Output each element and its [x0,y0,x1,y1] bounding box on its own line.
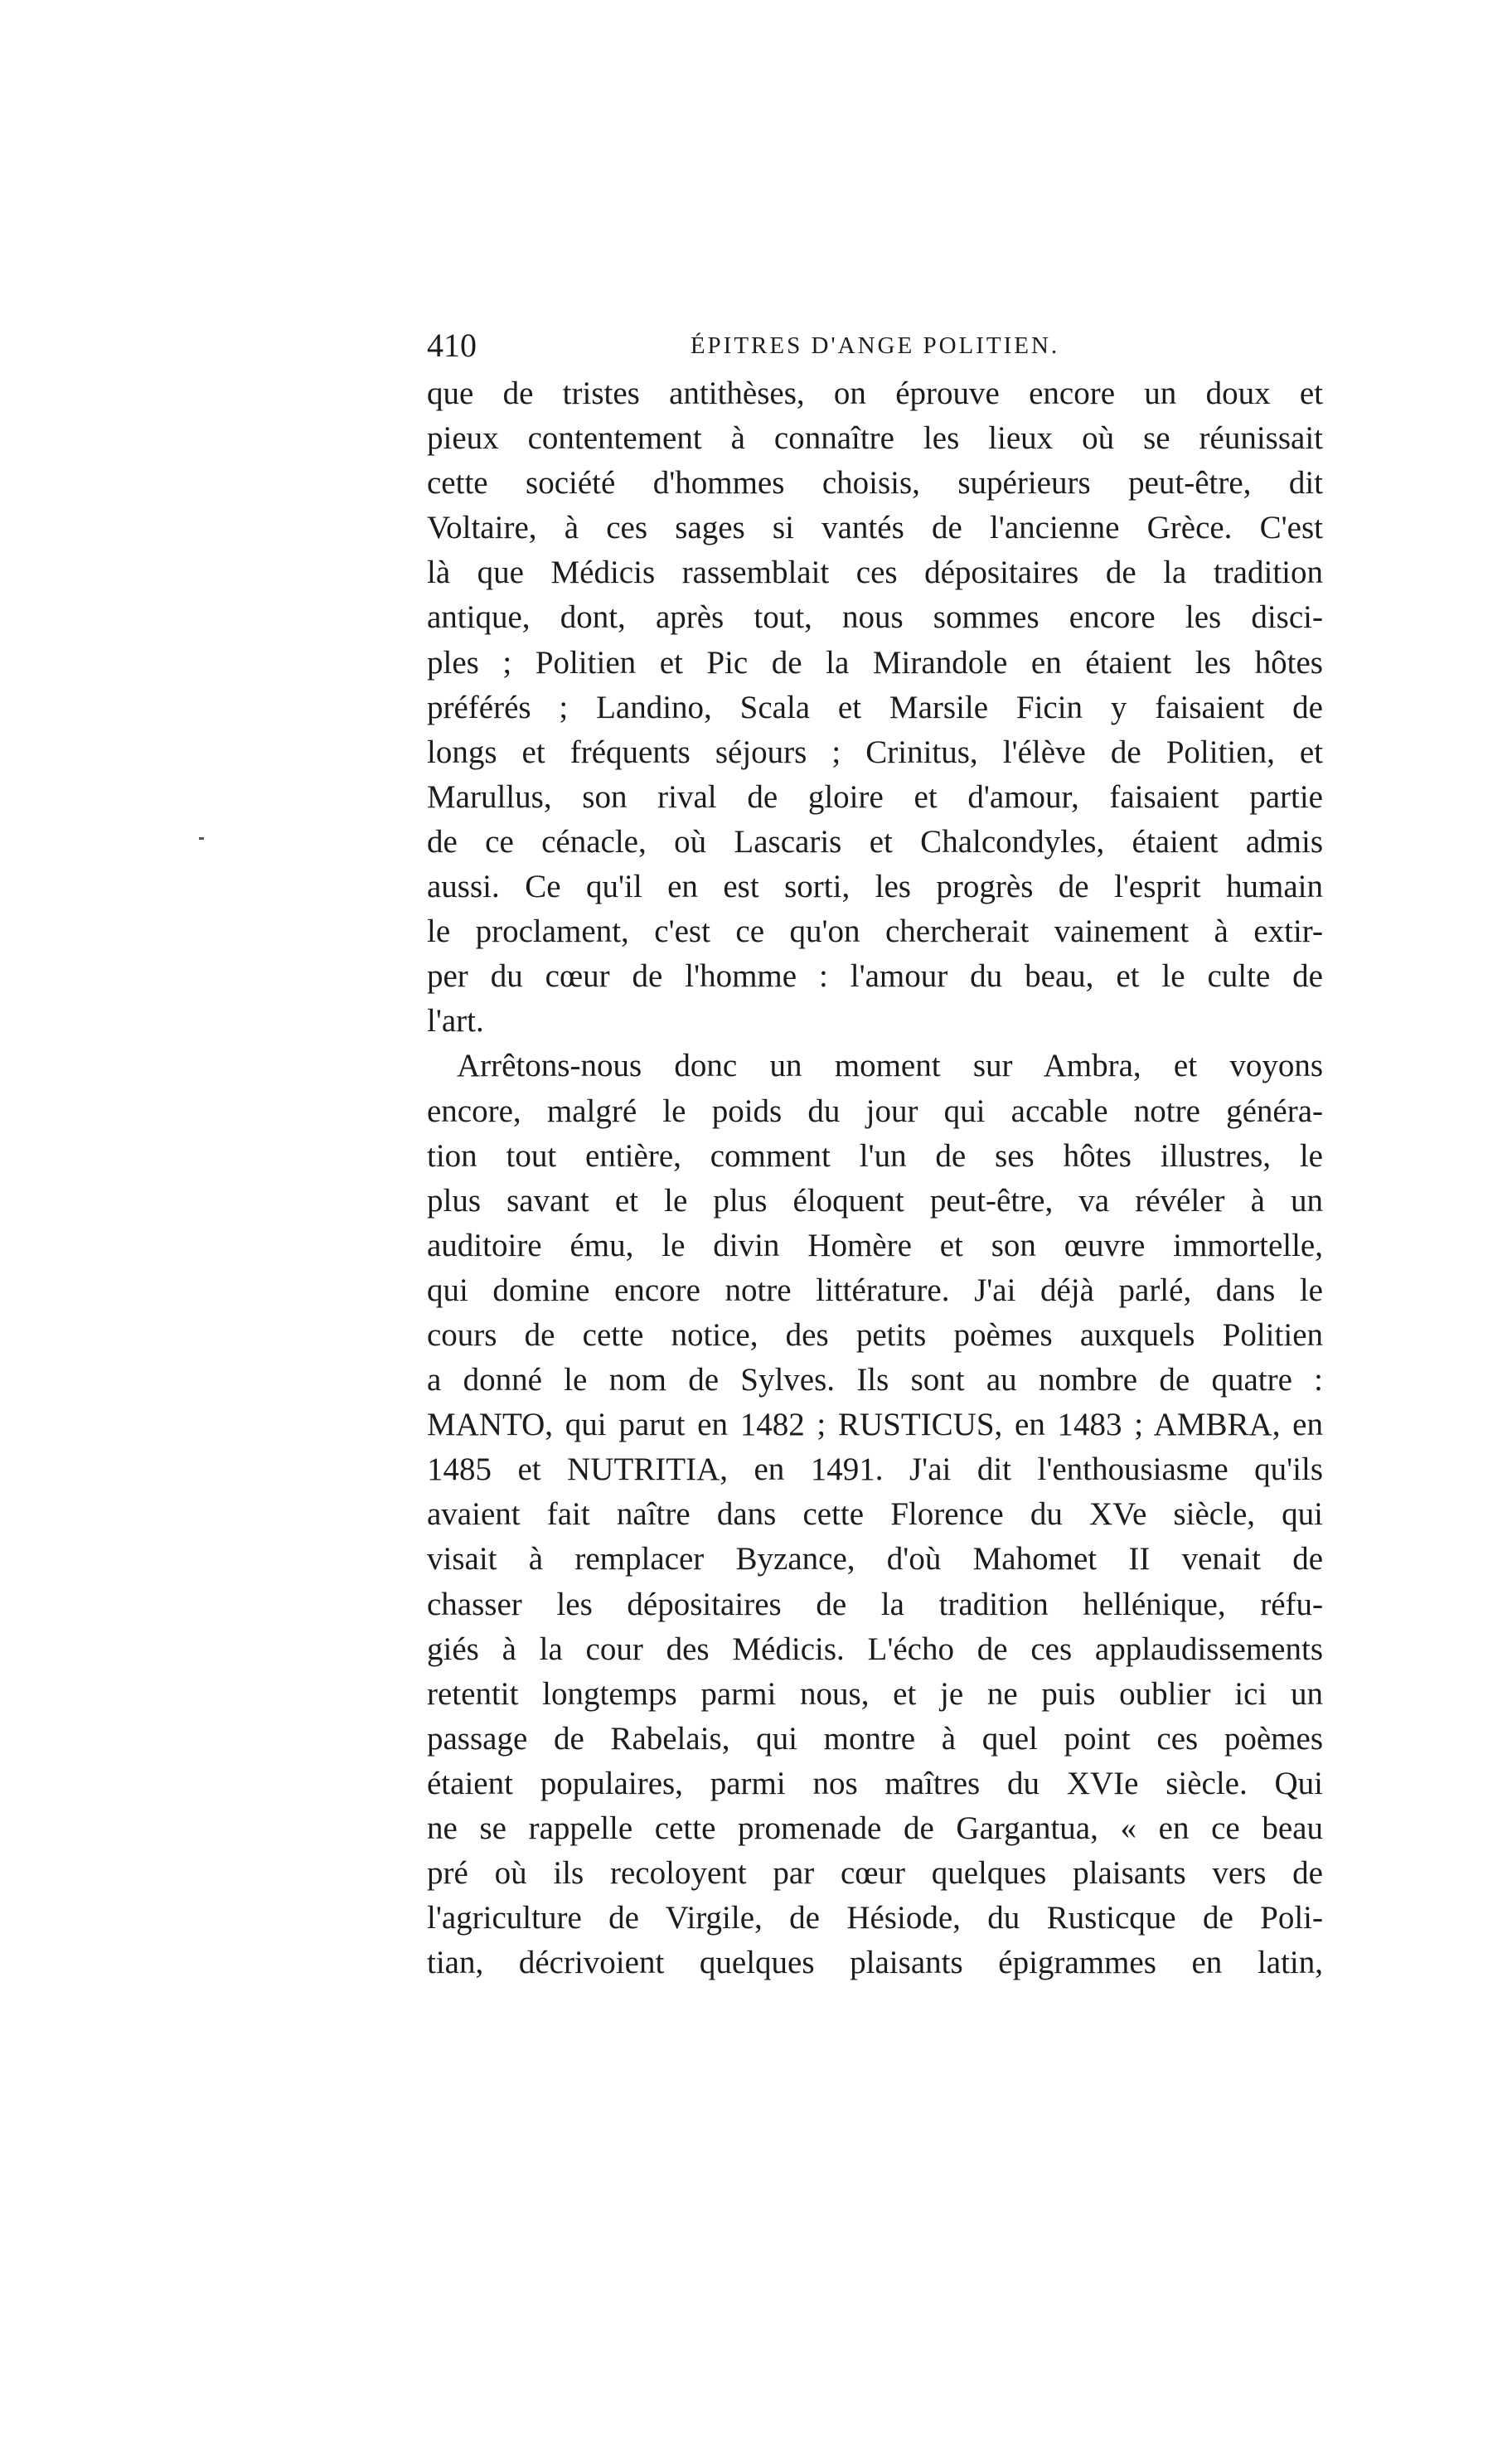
text-line: pré où ils recoloyent par cœur quelques plaisants vers de [427,1855,1323,1892]
text-line: per du cœur de l'homme : l'amour du beau, et le culte de [427,958,1323,995]
text-line: longs et fréquents séjours ; Crinitus, l'élève de Politien, et [427,734,1323,770]
text-line: tian, décrivoient quelques plaisants épigrammes en latin, [427,1945,1323,1981]
text-line: chasser les dépositaires de la tradition hellénique, réfu- [427,1586,1323,1622]
text-line: encore, malgré le poids du jour qui accable notre généra- [427,1093,1323,1129]
text-line: passage de Rabelais, qui montre à quel point ces poèmes [427,1720,1323,1757]
text-line: préférés ; Landino, Scala et Marsile Ficin y faisaient de [427,689,1323,725]
text-line: l'agriculture de Virgile, de Hésiode, du Rusticque de Poli- [427,1900,1323,1936]
text-line: qui domine encore notre littérature. J'ai déjà parlé, dans le [427,1272,1323,1308]
text-line: avaient fait naître dans cette Florence du XVe siècle, qui [427,1496,1323,1533]
text-line-paragraph-start: Arrêtons-nous donc un moment sur Ambra, et voyons [457,1048,1323,1084]
text-line: que de tristes antithèses, on éprouve encore un doux et [427,376,1323,411]
text-line: ples ; Politien et Pic de la Mirandole en étaient les hôtes [427,644,1323,681]
text-line: retentit longtemps parmi nous, et je ne puis oublier ici un [427,1675,1323,1712]
text-line: Marullus, son rival de gloire et d'amour, faisaient partie [427,778,1323,815]
text-line: auditoire ému, le divin Homère et son œuvre immortelle, [427,1227,1323,1263]
page-number: 410 [427,327,477,364]
body-text [427,371,1323,1985]
text-line: le proclament, c'est ce qu'on chercherait vainement à extir- [427,914,1323,950]
text-line: aussi. Ce qu'il en est sorti, les progrès de l'esprit humain [427,869,1323,905]
text-line: visait à remplacer Byzance, d'où Mahomet II venait de [427,1541,1323,1577]
margin-mark [199,837,204,840]
text-line: 1485 et NUTRITIA, en 1491. J'ai dit l'enthousiasme qu'ils [427,1451,1323,1488]
text-line: cours de cette notice, des petits poèmes auxquels Politien [427,1316,1323,1353]
text-line: ne se rappelle cette promenade de Gargantua, « en ce beau [427,1810,1323,1846]
page-header [427,325,1323,366]
text-line: MANTO, qui parut en 1482 ; RUSTICUS, en 1483 ; AMBRA, en [427,1407,1323,1443]
text-line: antique, dont, après tout, nous sommes encore les disci- [427,599,1323,636]
text-line: de ce cénacle, où Lascaris et Chalcondyles, étaient admis [427,823,1323,860]
text-line: pieux contentement à connaître les lieux où se réunissait [427,420,1323,457]
running-title: ÉPITRES D'ANGE POLITIEN. [690,332,1060,359]
text-line: là que Médicis rassemblait ces dépositaires de la tradition [427,555,1323,591]
text-line: a donné le nom de Sylves. Ils sont au nombre de quatre : [427,1362,1323,1398]
text-line: giés à la cour des Médicis. L'écho de ces applaudissements [427,1631,1323,1667]
text-line: Voltaire, à ces sages si vantés de l'ancienne Grèce. C'est [427,510,1323,546]
text-line: cette société d'hommes choisis, supérieurs peut-être, dit [427,465,1323,502]
text-line: plus savant et le plus éloquent peut-être, va révéler à un [427,1182,1323,1219]
text-line-paragraph-end: l'art. [427,1003,484,1040]
text-line: tion tout entière, comment l'un de ses hôtes illustres, le [427,1137,1323,1174]
text-line: étaient populaires, parmi nos maîtres du XVIe siècle. Qui [427,1765,1323,1801]
